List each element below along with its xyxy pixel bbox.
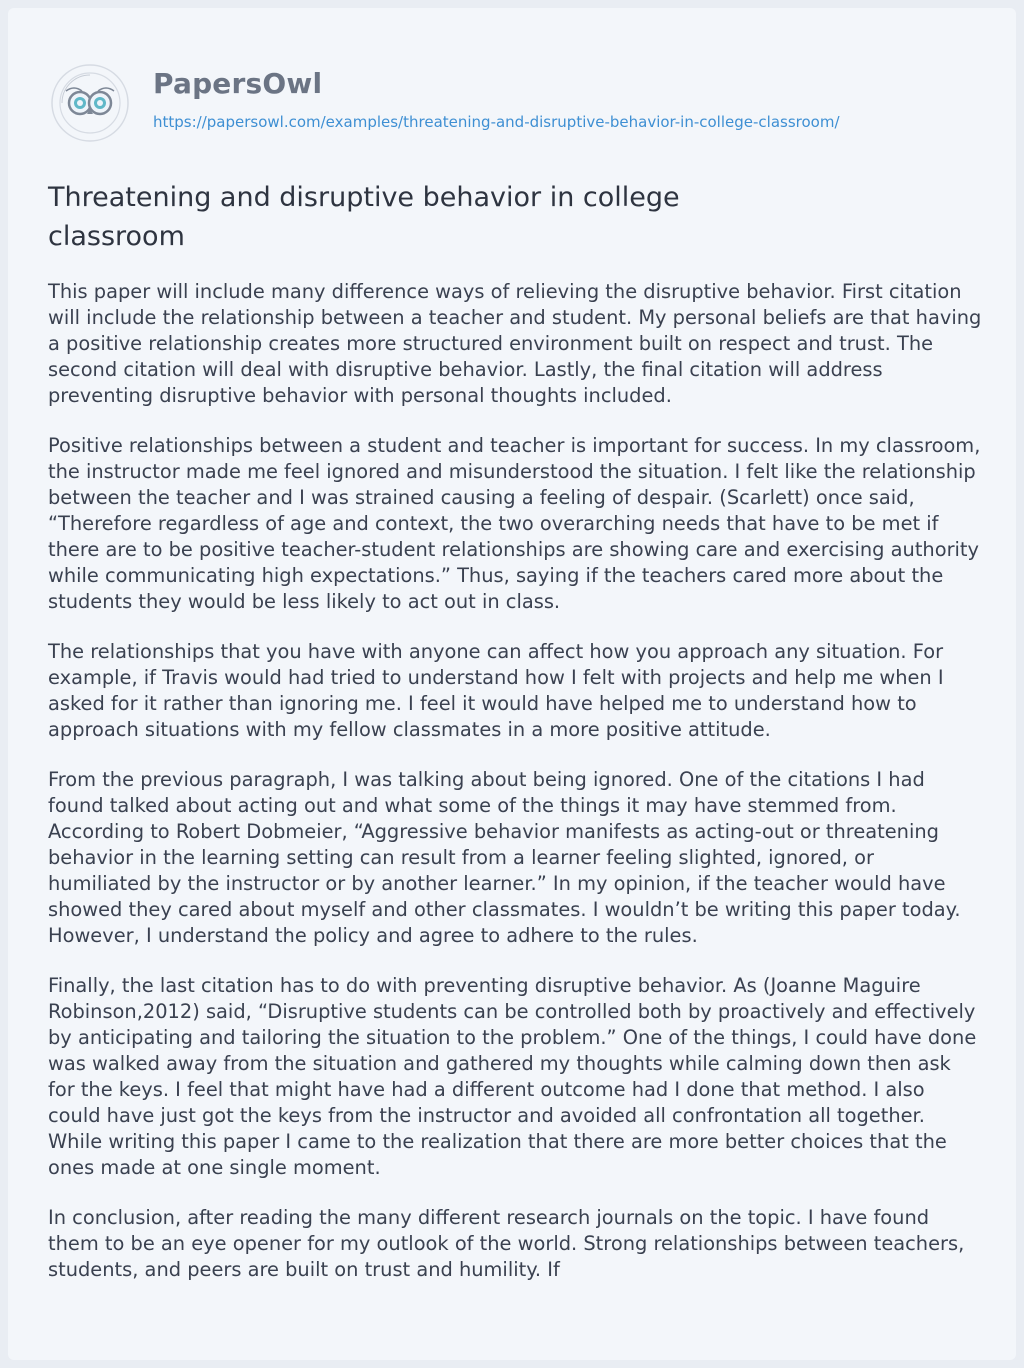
source-url-link[interactable]: https://papersowl.com/examples/threatening-and-disruptive-behavior-in-college-classroom/ (153, 113, 840, 131)
essay-body (48, 279, 983, 1307)
paragraph: The relationships that you have with anyone can affect how you approach any situation. For example, if Travis would had tried to understand how I felt with projects and help me when I asked for it rather than ignoring me. I feel it would have helped me to understand how to approach situations with my fellow classmates in a more positive attitude. (48, 640, 944, 741)
paragraph: This paper will include many difference ways of relieving the disruptive behavior. First citation will include the relationship between a teacher and student. My personal beliefs are that having a positive relationship creates more structured environment built on respect and trust. The second citation will deal with disruptive behavior. Lastly, the final citation will address preventing disruptive behavior with personal thoughts included. (48, 280, 982, 407)
owl-logo-icon (48, 63, 140, 143)
page-title: Threatening and disruptive behavior in college classroom (48, 182, 680, 252)
brand-name[interactable]: PapersOwl (153, 67, 323, 100)
paragraph: Positive relationships between a student and teacher is important for success. In my classroom, the instructor made me feel ignored and misunderstood the situation. I felt like the relationship between the teacher and I was strained causing a feeling of despair. (Scarlett) once said, “Therefore regardless of age and context, the two overarching needs that have to be met if there are to be positive teacher-student relationships are showing care and exercising authority while communicating high expectations.” Thus, saying if the teachers cared more about the students they would be less likely to act out in class. (48, 434, 981, 613)
paragraph: In conclusion, after reading the many different research journals on the topic. I have found them to be an eye opener for my outlook of the world. Strong relationships between teachers, students, and peers are built on trust and humility. If (48, 1206, 965, 1281)
document-page (8, 8, 1016, 1360)
paragraph: Finally, the last citation has to do with preventing disruptive behavior. As (Joanne Maguire Robinson,2012) said, “Disruptive students can be controlled both by proactively and effectively by anticipating and tailoring the situation to the problem.” One of the things, I could have done was walked away from the situation and gathered my thoughts while calming down then ask for the keys. I feel that might have had a different outcome had I done that method. I also could have just got the keys from the instructor and avoided all confrontation all together. While writing this paper I came to the realization that there are more better choices that the ones made at one single moment. (48, 974, 977, 1179)
paragraph: From the previous paragraph, I was talking about being ignored. One of the citations I had found talked about acting out and what some of the things it may have stemmed from. According to Robert Dobmeier, “Aggressive behavior manifests as acting-out or threatening behavior in the learning setting can result from a learner feeling slighted, ignored, or humiliated by the instructor or by another learner.” In my opinion, if the teacher would have showed they cared about myself and other classmates. I wouldn’t be writing this paper today. However, I understand the policy and agree to adhere to the rules. (48, 768, 961, 947)
header (48, 63, 988, 143)
